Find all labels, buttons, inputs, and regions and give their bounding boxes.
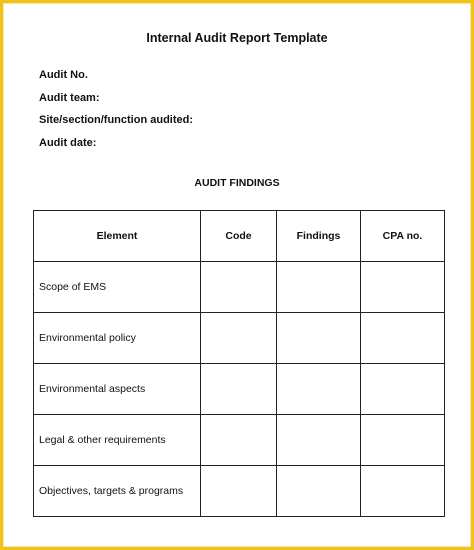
audit-number-label: Audit No.	[39, 69, 88, 81]
header-cpa-no: CPA no.	[361, 211, 445, 262]
element-cell: Environmental policy	[34, 313, 201, 364]
element-cell: Objectives, targets & programs	[34, 466, 201, 517]
code-cell	[201, 364, 277, 415]
element-cell: Legal & other requirements	[34, 415, 201, 466]
cpa-cell	[361, 364, 445, 415]
site-audited-label: Site/section/function audited:	[39, 114, 194, 126]
findings-cell	[277, 313, 361, 364]
cpa-cell	[361, 262, 445, 313]
cpa-cell	[361, 466, 445, 517]
element-cell: Environmental aspects	[34, 364, 201, 415]
findings-cell	[277, 466, 361, 517]
findings-cell	[277, 364, 361, 415]
audit-findings-table	[33, 210, 445, 517]
code-cell	[201, 313, 277, 364]
table-row	[34, 364, 445, 415]
header-code: Code	[201, 211, 277, 262]
audit-findings-heading: AUDIT FINDINGS	[194, 177, 280, 189]
header-element: Element	[34, 211, 201, 262]
code-cell	[201, 262, 277, 313]
header-findings: Findings	[277, 211, 361, 262]
table-row	[34, 415, 445, 466]
cpa-cell	[361, 415, 445, 466]
audit-date-label: Audit date:	[39, 137, 97, 149]
findings-cell	[277, 262, 361, 313]
table-row	[34, 262, 445, 313]
element-cell: Scope of EMS	[34, 262, 201, 313]
document-title: Internal Audit Report Template	[146, 31, 328, 45]
findings-cell	[277, 415, 361, 466]
code-cell	[201, 466, 277, 517]
audit-team-label: Audit team:	[39, 92, 100, 104]
code-cell	[201, 415, 277, 466]
table-header-row	[34, 211, 445, 262]
table-row	[34, 466, 445, 517]
table-row	[34, 313, 445, 364]
cpa-cell	[361, 313, 445, 364]
